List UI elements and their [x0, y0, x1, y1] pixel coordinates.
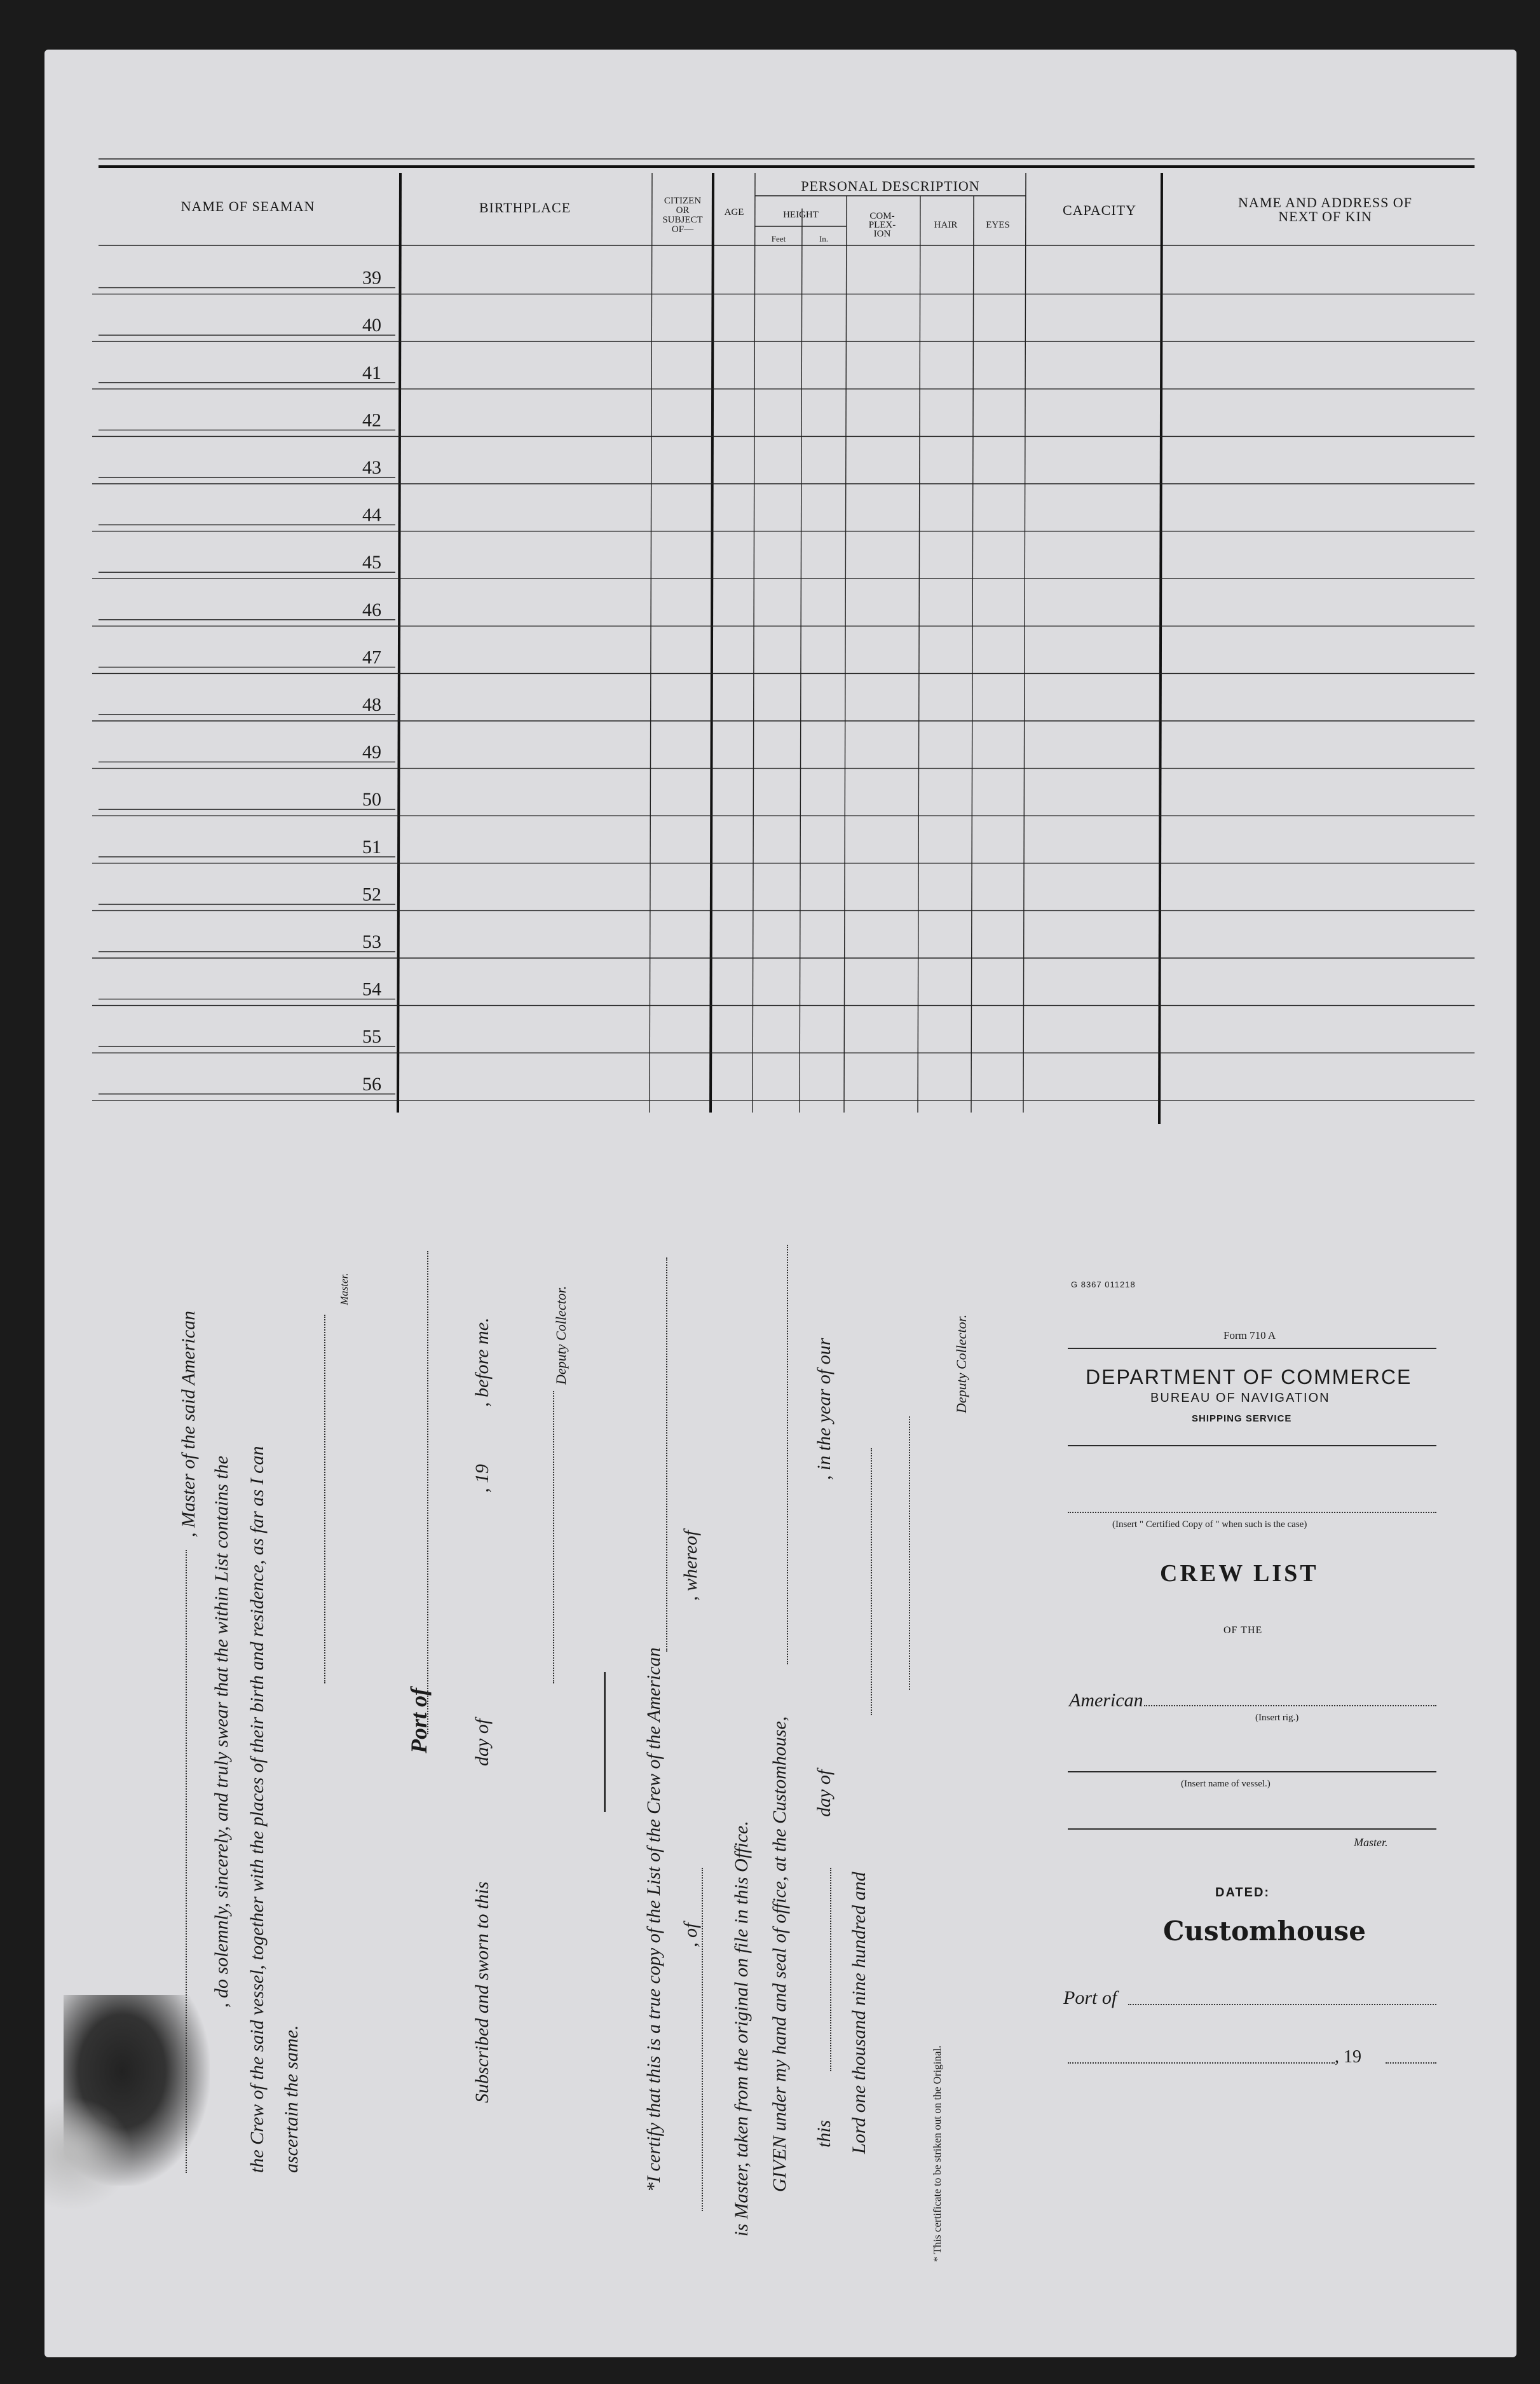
cover-port-of: Port of	[1063, 1987, 1117, 2008]
header-height: HEIGHT	[783, 210, 819, 220]
oath-blank-deputy	[553, 1391, 555, 1683]
col-sep-name	[398, 173, 400, 1113]
col-sep-citizen	[711, 173, 713, 1113]
col-sep-inches	[844, 196, 847, 1113]
cert-blank-day	[830, 1868, 833, 2071]
table-row-number: 40	[362, 315, 381, 336]
table-row-number: 44	[362, 504, 381, 526]
table-row-number: 48	[362, 694, 381, 715]
oath-port-of: Port of	[406, 1688, 432, 1753]
cover-top-rule	[1068, 1348, 1436, 1349]
cover-master-label: Master.	[1354, 1836, 1388, 1849]
oath-blank-master-sign	[324, 1315, 327, 1683]
oath-subscribed: Subscribed and sworn to this	[472, 1881, 493, 2103]
crew-list-title: CREW LIST	[1160, 1560, 1319, 1587]
cert-blank-vessel	[666, 1257, 669, 1652]
header-birthplace: BIRTHPLACE	[479, 200, 571, 216]
vessel-blank	[1068, 1771, 1436, 1772]
insert-certified-note: (Insert " Certified Copy of " when such is the case)	[1112, 1519, 1307, 1530]
cert-blank-customhouse	[787, 1245, 789, 1664]
col-sep-birthplace	[650, 173, 652, 1113]
col-sep-age	[753, 173, 755, 1113]
service-title: SHIPPING SERVICE	[1192, 1413, 1292, 1424]
form-number: Form 710 A	[1223, 1329, 1276, 1341]
header-citizen-1: CITIZEN	[664, 196, 702, 206]
of-the-label: OF THE	[1223, 1625, 1263, 1636]
stain-mark-2	[44, 2097, 133, 2211]
certificate-line-2: , of	[680, 1922, 701, 1947]
table-row-number: 49	[362, 741, 381, 763]
certificate-deputy-collector: Deputy Collector.	[953, 1314, 969, 1413]
header-complexion-1: COM-	[869, 211, 895, 221]
table-row-number: 55	[362, 1026, 381, 1048]
certificate-line-5: this	[814, 2120, 835, 2148]
american-label: American	[1069, 1690, 1143, 1711]
cover-year-19: , 19	[1335, 2047, 1361, 2067]
department-title: DEPARTMENT OF COMMERCE	[1086, 1366, 1412, 1388]
customhouse-label: Customhouse	[1163, 1915, 1366, 1947]
certificate-line-4: GIVEN under my hand and seal of office, at the Customhouse,	[769, 1716, 790, 2192]
crew-list-page	[44, 50, 1516, 2357]
header-feet: Feet	[771, 234, 786, 243]
col-sep-feet	[800, 209, 802, 1113]
certificate-line-2b: , whereof	[680, 1530, 701, 1601]
header-complexion-2: PLEX-	[868, 220, 896, 230]
cert-blank-year	[871, 1448, 873, 1715]
oath-before-me: , before me.	[472, 1317, 493, 1407]
certificate-line-6: Lord one thousand nine hundred and	[848, 1872, 869, 2154]
dated-label: DATED:	[1215, 1886, 1271, 1900]
cert-blank-deputy	[909, 1416, 911, 1690]
table-row-number: 54	[362, 978, 381, 1000]
insert-vessel-note: (Insert name of vessel.)	[1181, 1779, 1271, 1789]
rig-blank	[1144, 1705, 1436, 1706]
oath-year-19: , 19	[472, 1464, 493, 1493]
col-sep-hair	[971, 196, 974, 1113]
certified-copy-blank	[1068, 1512, 1436, 1513]
date-blank	[1068, 2062, 1335, 2064]
oath-line-3: the Crew of the said vessel, together with the places of their birth and residence, as far as I can	[247, 1446, 268, 2173]
oath-line-2: , do solemnly, sincerely, and truly swear that the within List contains the	[211, 1455, 232, 2008]
table-row-number: 41	[362, 362, 381, 383]
oath-deputy-collector: Deputy Collector.	[553, 1285, 569, 1385]
header-next-of-kin-2: NEXT OF KIN	[1278, 209, 1372, 224]
table-row-number: 52	[362, 884, 381, 905]
header-name-of-seaman: NAME OF SEAMAN	[181, 198, 315, 214]
port-blank	[1128, 2004, 1436, 2005]
oath-divider	[604, 1672, 606, 1812]
certificate-footnote: * This certificate to be striken out on the Original.	[931, 2045, 943, 2262]
certificate-line-1: *I certify that this is a true copy of the List of the Crew of the American	[643, 1647, 664, 2192]
header-eyes: EYES	[986, 220, 1010, 230]
crew-table	[44, 50, 1516, 1143]
table-row-number: 51	[362, 836, 381, 858]
header-age: AGE	[724, 207, 744, 217]
col-sep-complexion	[918, 196, 920, 1113]
table-row-number: 56	[362, 1073, 381, 1095]
header-citizen-4: OF—	[671, 224, 694, 235]
print-code: G 8367 011218	[1071, 1280, 1136, 1289]
header-inches: In.	[819, 234, 829, 243]
header-capacity: CAPACITY	[1063, 202, 1136, 218]
certificate-line-5b: day of	[814, 1769, 835, 1817]
header-citizen-3: SUBJECT	[662, 215, 703, 225]
master-blank	[1068, 1828, 1436, 1830]
year-blank	[1386, 2062, 1436, 2064]
col-sep-eyes	[1023, 173, 1026, 1113]
cert-blank-master	[702, 1868, 704, 2211]
table-row-number: 39	[362, 267, 381, 289]
header-citizen-2: OR	[676, 205, 690, 216]
table-row-number: 45	[362, 552, 381, 573]
table-rows	[92, 268, 1475, 1100]
oath-master-label: Master.	[338, 1273, 350, 1305]
bureau-title: BUREAU OF NAVIGATION	[1150, 1391, 1330, 1405]
oath-line-4: ascertain the same.	[281, 2025, 302, 2173]
table-row-number: 43	[362, 457, 381, 478]
header-next-of-kin-1: NAME AND ADDRESS OF	[1238, 195, 1412, 210]
table-row-number: 47	[362, 647, 381, 668]
header-complexion-3: ION	[873, 229, 891, 239]
oath-day-of: day of	[472, 1718, 493, 1766]
cover-rule-2	[1068, 1445, 1436, 1446]
col-sep-capacity	[1159, 173, 1162, 1124]
header-personal-description: PERSONAL DESCRIPTION	[801, 178, 980, 194]
certificate-line-3: is Master, taken from the original on file in this Office.	[731, 1821, 752, 2237]
certificate-line-5c: , in the year of our	[814, 1338, 835, 1480]
table-row-number: 46	[362, 599, 381, 620]
table-row-number: 53	[362, 931, 381, 952]
oath-blank-port	[427, 1251, 430, 1734]
table-row-number: 50	[362, 789, 381, 811]
table-row-number: 42	[362, 409, 381, 431]
insert-rig-note: (Insert rig.)	[1255, 1713, 1299, 1723]
header-hair: HAIR	[934, 220, 958, 230]
oath-line-1: , Master of the said American	[178, 1310, 199, 1537]
